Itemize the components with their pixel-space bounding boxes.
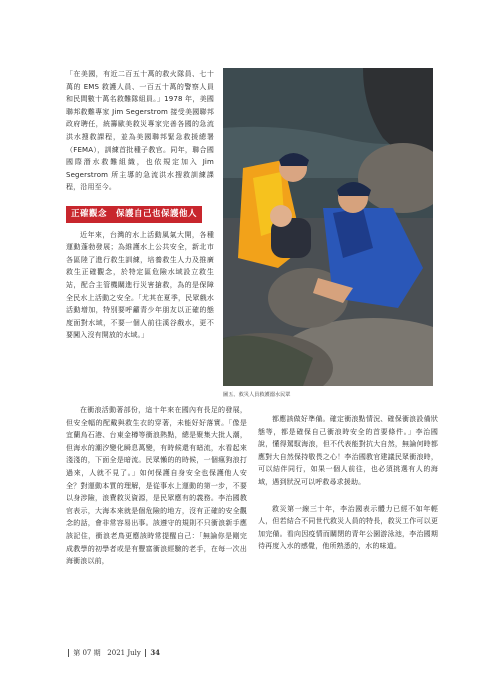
page-number: 34 (150, 648, 161, 657)
body-paragraph: 都應該做好準備。確定衝浪點情況、確保衝浪設備狀態等，都是確保自己衝浪時安全的首要條件。」李治國說，懂得駕馭海浪，但不代表能對抗大自然，無論何時都應對大自然保持敬畏之心！李治國教官建議民眾衝浪時，可以結伴同行，如果一個人前往，也必須挑選有人的海域，遇到狀況可以呼救尋求援助。 (258, 415, 438, 486)
issue-number: 第 07 期 (73, 649, 101, 657)
bottom-left-column (66, 404, 247, 568)
section-heading: 正確觀念 保護自己也保護他人 (66, 206, 202, 223)
body-paragraph: 救災第一線三十年，李治國表示體力已經不如年輕人，但若結合不同世代救災人員的特長，救災工作可以更加完備。看向因疫情而關閉的青年公園游泳池，李治國期待再度入水的感覺，他所熟悉的，水的味道。 (258, 504, 438, 551)
bottom-right-column (258, 413, 438, 553)
top-left-column (66, 68, 214, 342)
body-paragraph: 在衝浪活動著部份，這十年來在國內有長足的發展，但安全幅的配戴與救生衣的穿著，未能好好落實。「像是宜蘭烏石港、台東金樽等衝浪熱點，總是聚集大批人潮，但海水的潮汐變化瞬息萬變，有時候還有暗流，水看起來淺淺的，下面全是暗流。民眾懶的的時候，一個瘋狗浪打過來，人就不見了。」如何保護自身安全也保護他人安全？對運動本質的理解，是從事水上運動的第一步，不要以身涉險，浪費救災資源，是民眾應有的義務。李治國教官表示，大海本來就是個危險的地方，沒有正確的安全觀念的話，會非常容易出事。該遵守的規則不只衝浪新手應該記住，衝浪老鳥更應該時常提醒自己：「無論你是剛完成教學的初學者或是有豐富衝浪經驗的老手，在每一次出海衝浪以前， (66, 406, 247, 566)
intro-paragraph: 「在美國，有近二百五十萬的救火隊員、七十萬的 EMS 救護人員、一百五十萬的警察人員和民間數十萬名救難隊組員。」1978 年，美國聯邦救難專家 Jim Segerstrom 接受美國聯邦政府聘任，統籌歐美救災專家完善各國的急流洪水搜救課程，並為美國聯邦緊急救援總署（FEMA），訓練首批種子教官。同年，聯合國國際潛水救難組織，也依規定加入 Jim Segerstrom 所主導的急流洪水搜救訓練課程，沿用至今。 (66, 70, 214, 192)
footer-divider (68, 649, 69, 657)
issue-date: 2021 July (107, 649, 141, 657)
photo-caption: 圖五、救災人員救護溺水民眾 (223, 392, 291, 398)
body-paragraph: 近年來，台灣的水上活動風氣大開，各種運動蓬勃發展；為維護水上公共安全，新北市各區陸了進行救生訓練，培養救生人力及推廣救生正確觀念，於特定區危險水域設立救生站，配合主管機關進行災害搶救，為的是保障全民水上活動之安全。「尤其在夏季，民眾戲水活動增加，特別要呼籲青少年朋友以正確的態度面對水域，不要一個人前往溪谷戲水，更不要闖入沒有開放的水域。」 (66, 230, 214, 340)
rescue-photo (223, 68, 433, 386)
page-footer (66, 648, 160, 658)
rescue-photo-illustration (223, 68, 433, 386)
footer-divider (145, 649, 146, 657)
